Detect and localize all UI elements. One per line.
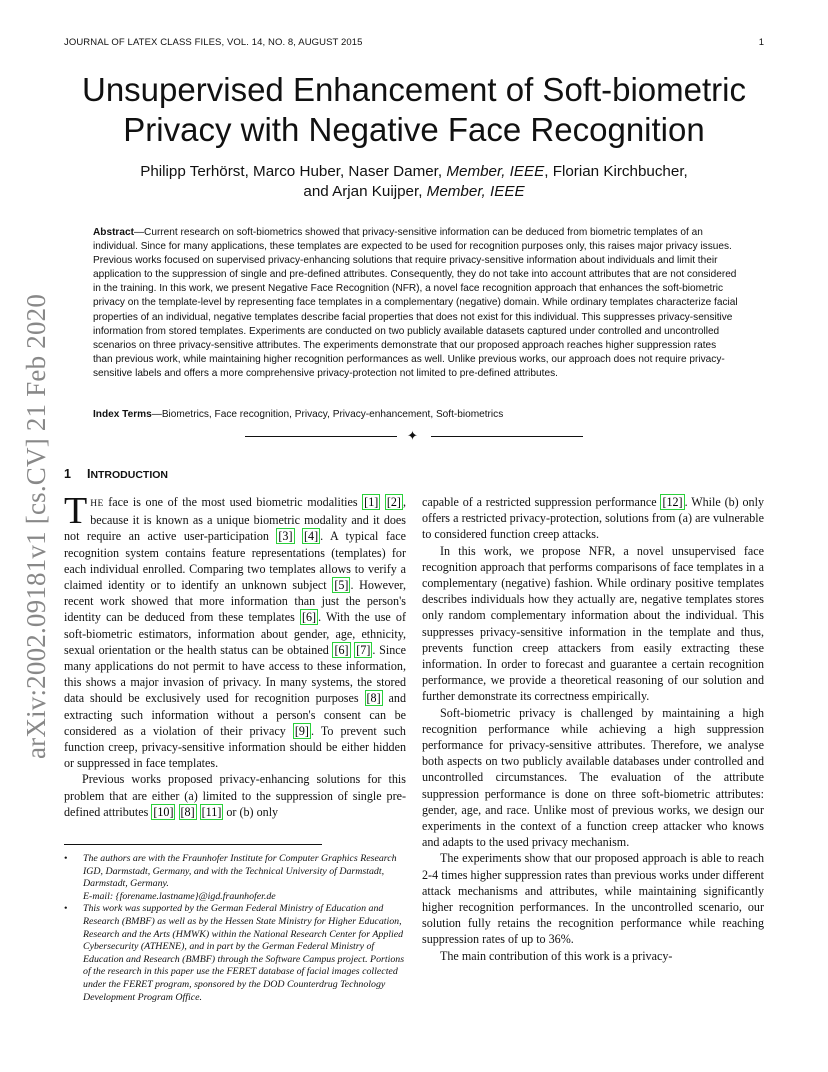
bullet-icon: • [64, 853, 68, 864]
footnote-affiliation [64, 853, 406, 903]
citation-link[interactable]: [2] [386, 495, 401, 509]
paper-title [40, 70, 788, 150]
citation-link[interactable]: [11] [201, 804, 222, 819]
citation-link[interactable]: [9] [294, 723, 309, 738]
citation-link[interactable]: [6] [301, 610, 317, 625]
footnote-funding [64, 903, 406, 1004]
section-heading-introduction [64, 467, 168, 481]
paragraph-text: capable of a restricted suppression performance [422, 495, 661, 509]
authors-line-1-rest: , Florian Kirchbucher, [544, 163, 688, 180]
left-column [64, 490, 406, 820]
abstract-text: —Current research on soft-biometrics showed that privacy-sensitive information can be deduced from biometric templates of an individual. Since for many applications, these templates are expected to be used for recognition purposes only, this raises major privacy issues. Previous works focused on supervised privacy-enhancing solutions that require privacy-sensitive information about individuals and limit their application to the suppression of single and pre-defined attributes. Consequently, they do not take into account attributes that are not considered in the training. In this work, we present Negative Face Recognition (NFR), a novel face recognition approach that enhances the soft-biometric privacy on the template-level by representing face templates in a complementary (negative) domain. While ordinary templates characterize facial properties of an individual, negative templates describe facial properties that does not exist for this individual. This suppresses privacy-sensitive information from stored templates. Experiments are conducted on two publicly available datasets captured under controlled and uncontrolled scenarios on three privacy-sensitive attributes. The experiments demonstrate that our proposed approach reaches higher suppression rates than previous work, while maintaining higher recognition performances as well. Unlike previous works, our approach does not require privacy-sensitive labels and offers a more comprehensive privacy-protection not limited to pre-defined attributes. [93, 227, 738, 379]
member-ieee-label: Member, IEEE [426, 183, 525, 200]
citation-link[interactable]: [1] [364, 495, 379, 509]
intro-paragraph-4: In this work, we propose NFR, a novel unsupervised face recognition approach that performs comparisons of face templates in a complementary (negative) fashion. While ordinary positive templates describes individuals how they actually are, negative templates stores only random complementary information about the individual. This suppresses privacy-sensitive information in the template and thus, prevents function creep attackers from easily extracting these information. In order to forecast and guarantee a certain recognition performance, we provide a theoretical reasoning of our solution and further demonstrate its correctness empirically. [422, 543, 764, 704]
footnote-text: This work was supported by the German Federal Ministry of Education and Research (BMBF) as well as by the Hessen State Ministry for Higher Education, Research and the Arts (HMWK) within the National Research Center for Applied Cybersecurity (ATHENE), and in part by the German Federal Ministry of Education and Research (BMBF) through the Software Campus project. Portions of the research in this paper use the FERET database of facial images collected under the FERET program, sponsored by the DOD Counterdrug Technology Development Program Office. [83, 903, 405, 1003]
intro-paragraph-1 [64, 490, 406, 771]
member-ieee-label: Member, IEEE [446, 163, 545, 180]
small-caps-lead: HE [90, 499, 104, 509]
abstract [93, 226, 738, 381]
authors-line-2-names: and Arjan Kuijper, [303, 183, 427, 200]
citation-link[interactable]: [8] [366, 691, 381, 706]
authors-line-1-names: Philipp Terhörst, Marco Huber, Naser Damer, [140, 163, 447, 180]
footnote-rule [64, 844, 322, 845]
intro-paragraph-5: Soft-biometric privacy is challenged by maintaining a high recognition performance while achieving a high suppression performance for privacy-sensitive attributes. Therefore, we analyse both aspects on two publicly available databases under controlled and uncontrolled circumstances. The evaluation of the attribute suppression performance is done on three soft-biometric attributes: gender, age, and race. Unlike most of previous works, we design our experiments in the context of a function creep attacker who knows and adapts to the used privacy mechanism. [422, 705, 764, 850]
intro-paragraph-2 [64, 771, 406, 820]
index-terms [93, 408, 738, 422]
citation-link[interactable]: [12] [662, 495, 683, 509]
citation-link[interactable]: [3] [278, 529, 293, 544]
abstract-label: Abstract [93, 227, 134, 238]
page-number: 1 [758, 37, 764, 48]
paragraph-text: . Since many applications do not permit to have access to these information, this shows a major invasion of privacy. In many systems, the stored data should be exclusively used for recognition purposes [64, 642, 406, 706]
intro-paragraph-6: The experiments show that our proposed approach is able to reach 2-4 times higher suppression rates than previous works under different attack mechanisms and attributes, while maintaining significantly higher recognition performances. In the uncontrolled scenario, our solution fully retains the recognition performance while reaching suppression rates of up to 36%. [422, 851, 764, 947]
citation-link[interactable]: [10] [153, 804, 174, 819]
section-number: 1 [64, 467, 71, 481]
citation-link[interactable]: [6] [334, 642, 349, 657]
drop-cap: T [64, 490, 88, 532]
bullet-icon: • [64, 903, 68, 915]
author-email: E-mail: {forename.lastname}@igd.fraunhofer.de [83, 890, 276, 902]
running-head: JOURNAL OF LATEX CLASS FILES, VOL. 14, NO. 8, AUGUST 2015 [64, 37, 363, 48]
right-column [422, 494, 764, 964]
footnote-text: The authors are with the Fraunhofer Institute for Computer Graphics Research IGD, Darmstadt, Germany, and with the Technical University of Darmstadt, Darmstadt, Germany. [83, 853, 397, 890]
section-title-rest: NTRODUCTION [90, 469, 169, 481]
paragraph-text: . While (b) only offers a restricted privacy-protection, solutions from (a) are vulnerable to considered function creep attacks. [422, 495, 764, 542]
divider-line-left [245, 436, 397, 437]
title-line-2: Privacy with Negative Face Recognition [123, 111, 705, 148]
intro-paragraph-3 [422, 494, 764, 543]
index-terms-label: Index Terms [93, 409, 152, 420]
divider-star-icon: ✦ [407, 428, 418, 443]
citation-link[interactable]: [7] [356, 642, 371, 657]
paragraph-text: . To prevent such function creep, privacy-sensitive information should be either hidden or suppressed in face templates. [64, 723, 406, 771]
paragraph-text: . However, recent work showed that more information than just the person's identity can be deduced from these templates [64, 578, 406, 625]
title-line-1: Unsupervised Enhancement of Soft-biometric [82, 71, 746, 108]
paragraph-text: face is one of the most used biometric modalities [103, 495, 363, 509]
citation-link[interactable]: [5] [334, 578, 349, 593]
author-list [60, 162, 768, 202]
paragraph-text: , because it is known as a unique biometric modality and it does not require an active user-participation [64, 495, 406, 544]
intro-paragraph-7: The main contribution of this work is a privacy- [440, 948, 673, 963]
divider-line-right [431, 436, 583, 437]
section-divider [245, 428, 583, 443]
paragraph-text: Previous works proposed privacy-enhancing solutions for this problem that are either (a) limited to the suppression of single pre-defined attributes [64, 772, 406, 819]
footnotes [64, 853, 406, 1004]
paragraph-text: or (b) only [223, 804, 279, 819]
arxiv-side-stamp: arXiv:2002.09181v1 [cs.CV] 21 Feb 2020 [21, 293, 51, 759]
index-terms-text: —Biometrics, Face recognition, Privacy, Privacy-enhancement, Soft-biometrics [151, 409, 504, 420]
section-title-initial: I [86, 467, 91, 481]
paragraph-text: . A typical face recognition system contains feature representations (templates) for each individual enrolled. Comparing two templates allows to verify a claimed identity or to identify an unknown subject [64, 529, 406, 593]
citation-link[interactable]: [8] [180, 804, 195, 819]
citation-link[interactable]: [4] [304, 529, 319, 544]
paragraph-text: . With the use of soft-biometric estimators, information about gender, age, ethnicity, sexual orientation or the health status can be obtained [64, 610, 406, 657]
paragraph-text: and extracting such information without a person's consent can be considered as a violation of their privacy [64, 691, 406, 738]
